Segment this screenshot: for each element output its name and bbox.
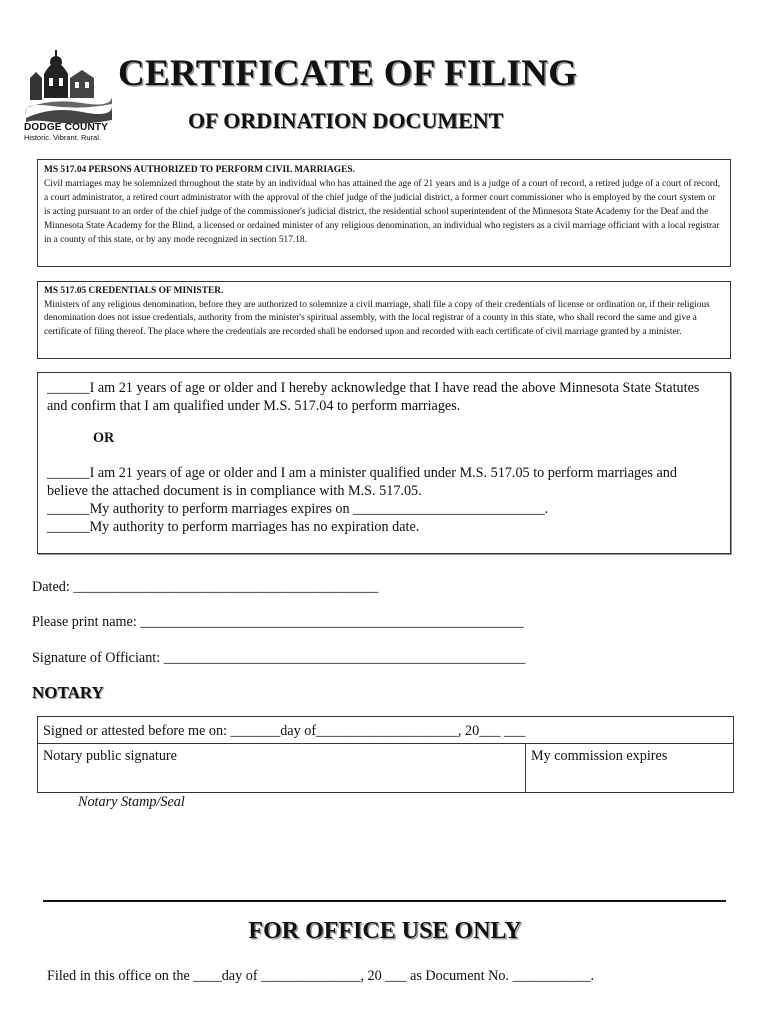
filed-in-office-line[interactable]: Filed in this office on the ____day of ______________, 20 ___ as Document No. ___________. xyxy=(47,968,595,984)
print-name-field[interactable]: Please print name: ______________________________________________________ xyxy=(32,614,524,630)
statute-517-05-text: Ministers of any religious denomination, before they are authorized to solemnize a civil marriage, shall file a copy of their credentials of license or ordination or, if their religious denomination does not issue credentials, authority from the minister's spiritual assembly, with the local registrar of a county in this state, who shall record the same and give a certificate of filing thereof. The place where the credentials are recorded shall be endorsed upon and recorded with each certificate of civil marriage granted by a minister. xyxy=(44,299,710,337)
office-divider xyxy=(43,900,726,902)
or-label: OR xyxy=(93,430,115,446)
notary-divider xyxy=(38,743,733,744)
statute-517-05-box xyxy=(37,281,731,359)
notary-signature-label[interactable]: Notary public signature xyxy=(43,748,177,764)
notary-signed-line[interactable]: Signed or attested before me on: _______day of____________________, 20___ ___ xyxy=(43,723,526,739)
page-subtitle: OF ORDINATION DOCUMENT xyxy=(188,108,504,133)
logo-county-name: DODGE COUNTY xyxy=(24,122,109,133)
authority-no-expiration-line[interactable]: ______My authority to perform marriages has no expiration date. xyxy=(47,519,420,535)
officiant-signature-field[interactable]: Signature of Officiant: ___________________________________________________ xyxy=(32,650,526,666)
notary-column-divider xyxy=(525,743,526,793)
option-517-04-acknowledgement[interactable]: ______I am 21 years of age or older and I hereby acknowledge that I have read the above Minnesota State Statutes and confirm that I am qualified under M.S. 517.04 to perform marriages. xyxy=(47,380,700,414)
notary-commission-label[interactable]: My commission expires xyxy=(531,748,668,764)
statute-517-04-box xyxy=(37,159,731,267)
page-title: CERTIFICATE OF FILING xyxy=(118,53,578,94)
notary-stamp-label: Notary Stamp/Seal xyxy=(78,794,185,810)
office-use-heading: FOR OFFICE USE ONLY xyxy=(248,918,522,944)
authority-expires-line[interactable]: ______My authority to perform marriages expires on ___________________________. xyxy=(47,501,549,517)
logo-tagline: Historic. Vibrant. Rural. xyxy=(24,133,101,142)
statute-517-05-heading: MS 517.05 CREDENTIALS OF MINISTER. xyxy=(44,286,224,296)
statute-517-04-text: Civil marriages may be solemnized throughout the state by an individual who has attained the age of 21 years and is a judge of a court of record, a retired judge of a court of record, a court administrator, a retired court administrator with the approval of the chief judge of the judicial district, a former court commissioner who is employed by the court system or is acting pursuant to an order of the chief judge of the commissioner's judicial district, the residential school superintendent of the Minnesota State Academy for the Deaf and the Minnesota State Academy for the Blind, a licensed or ordained minister of any religious denomination, an individual who registers as a civil marriage officiant with a local registrar in a county of this state, or by any mode recognized in section 517.18. xyxy=(44,179,721,245)
statute-517-04-heading: MS 517.04 PERSONS AUTHORIZED TO PERFORM CIVIL MARRIAGES. xyxy=(44,165,355,175)
option-517-05-minister[interactable]: ______I am 21 years of age or older and I am a minister qualified under M.S. 517.05 to perform marriages and believe the attached document is in compliance with M.S. 517.05. xyxy=(47,465,677,499)
dated-field[interactable]: Dated: ___________________________________________ xyxy=(32,579,379,595)
notary-box xyxy=(37,716,734,793)
notary-heading: NOTARY xyxy=(32,683,104,702)
acknowledgement-box xyxy=(37,372,731,554)
